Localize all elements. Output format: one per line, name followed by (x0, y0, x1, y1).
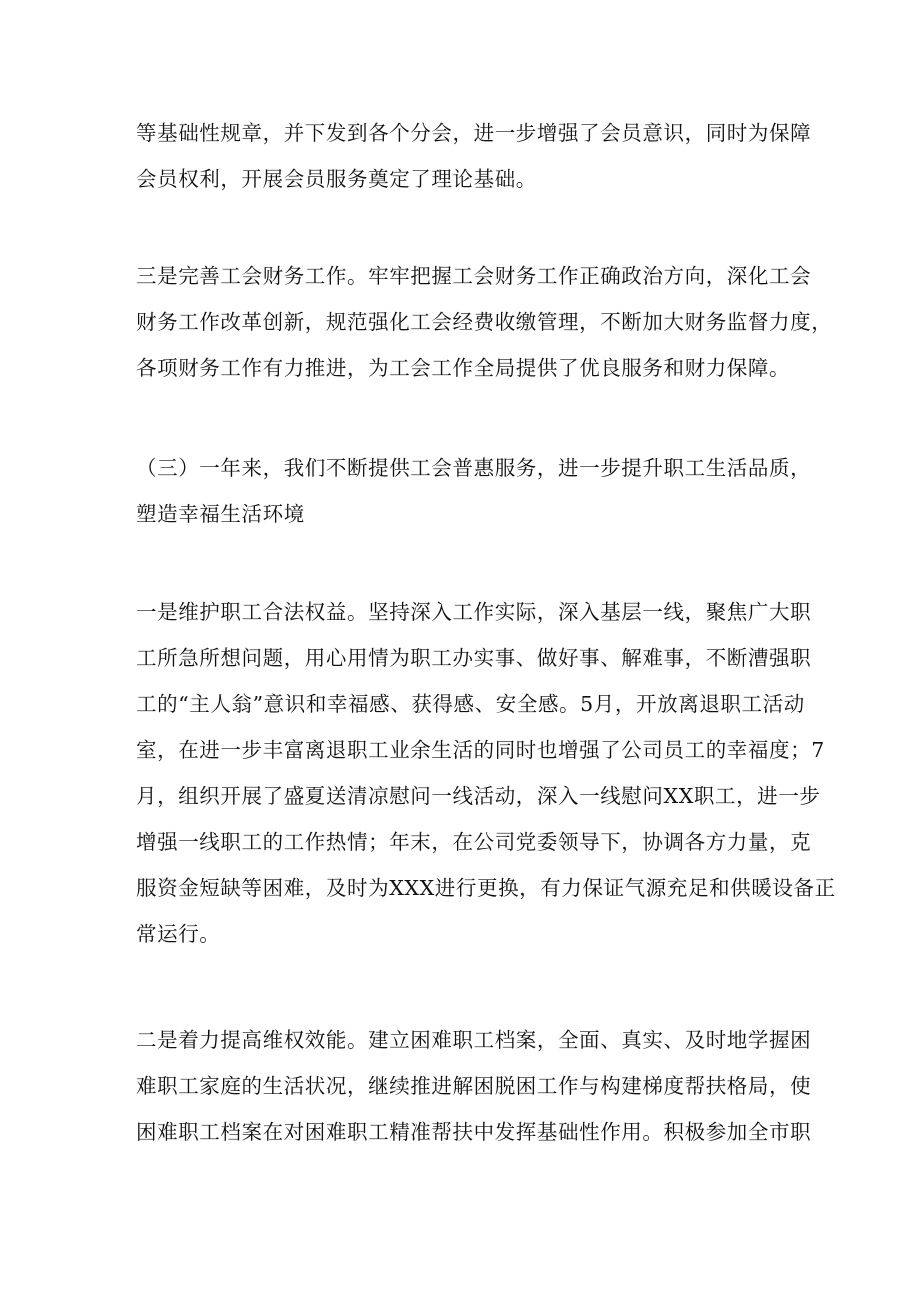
text-line: 财务工作改革创新，规范强化工会经费收缴管理，不断加大财务监督力度， (136, 310, 833, 334)
text-line: 三是完善工会财务工作。牢牢把握工会财务工作正确政治方向，深化工会 (136, 264, 812, 288)
section-heading-three (136, 445, 812, 537)
text-line: 常运行。 (136, 922, 221, 946)
text-line: 难职工家庭的生活状况，继续推进解困脱困工作与构建梯度帮扶格局，使 (136, 1074, 812, 1098)
text-line: 工的“主人翁”意识和幸福感、获得感、安全感。5月，开放离退职工活动 (136, 692, 805, 716)
text-line: 一是维护职工合法权益。坚持深入工作实际，深入基层一线，聚焦广大职 (136, 600, 812, 624)
paragraph-rights-efficiency (136, 1017, 812, 1155)
text-line: 增强一线职工的工作热情；年末，在公司党委领导下，协调各方力量，克 (136, 830, 812, 854)
text-line: 困难职工档案在对困难职工精准帮扶中发挥基础性作用。积极参加全市职 (136, 1120, 812, 1144)
text-line: 室，在进一步丰富离退职工业余生活的同时也增强了公司员工的幸福度；7 (136, 738, 825, 762)
text-line: 月，组织开展了盛夏送清凉慰问一线活动，深入一线慰问XX职工，进一步 (136, 784, 821, 808)
paragraph-finance-work (136, 253, 833, 391)
text-line: 服资金短缺等困难，及时为XXX进行更换，有力保证气源充足和供暖设备正 (136, 876, 836, 900)
text-line: （三）一年来，我们不断提供工会普惠服务，进一步提升职工生活品质， (136, 456, 812, 480)
text-line: 会员权利，开展会员服务奠定了理论基础。 (136, 167, 537, 191)
text-line: 各项财务工作有力推进，为工会工作全局提供了优良服务和财力保障。 (136, 356, 791, 380)
text-line: 工所急所想问题，用心用情为职工办实事、做好事、解难事，不断漕强职 (136, 646, 812, 670)
paragraph-worker-rights (136, 589, 836, 957)
text-line: 等基础性规章，并下发到各个分会，进一步增强了会员意识，同时为保障 (136, 121, 812, 145)
text-line: 塑造幸福生活环境 (136, 502, 305, 526)
text-line: 二是着力提高维权效能。建立困难职工档案，全面、真实、及时地学握困 (136, 1028, 812, 1052)
paragraph-regulations (136, 110, 812, 202)
